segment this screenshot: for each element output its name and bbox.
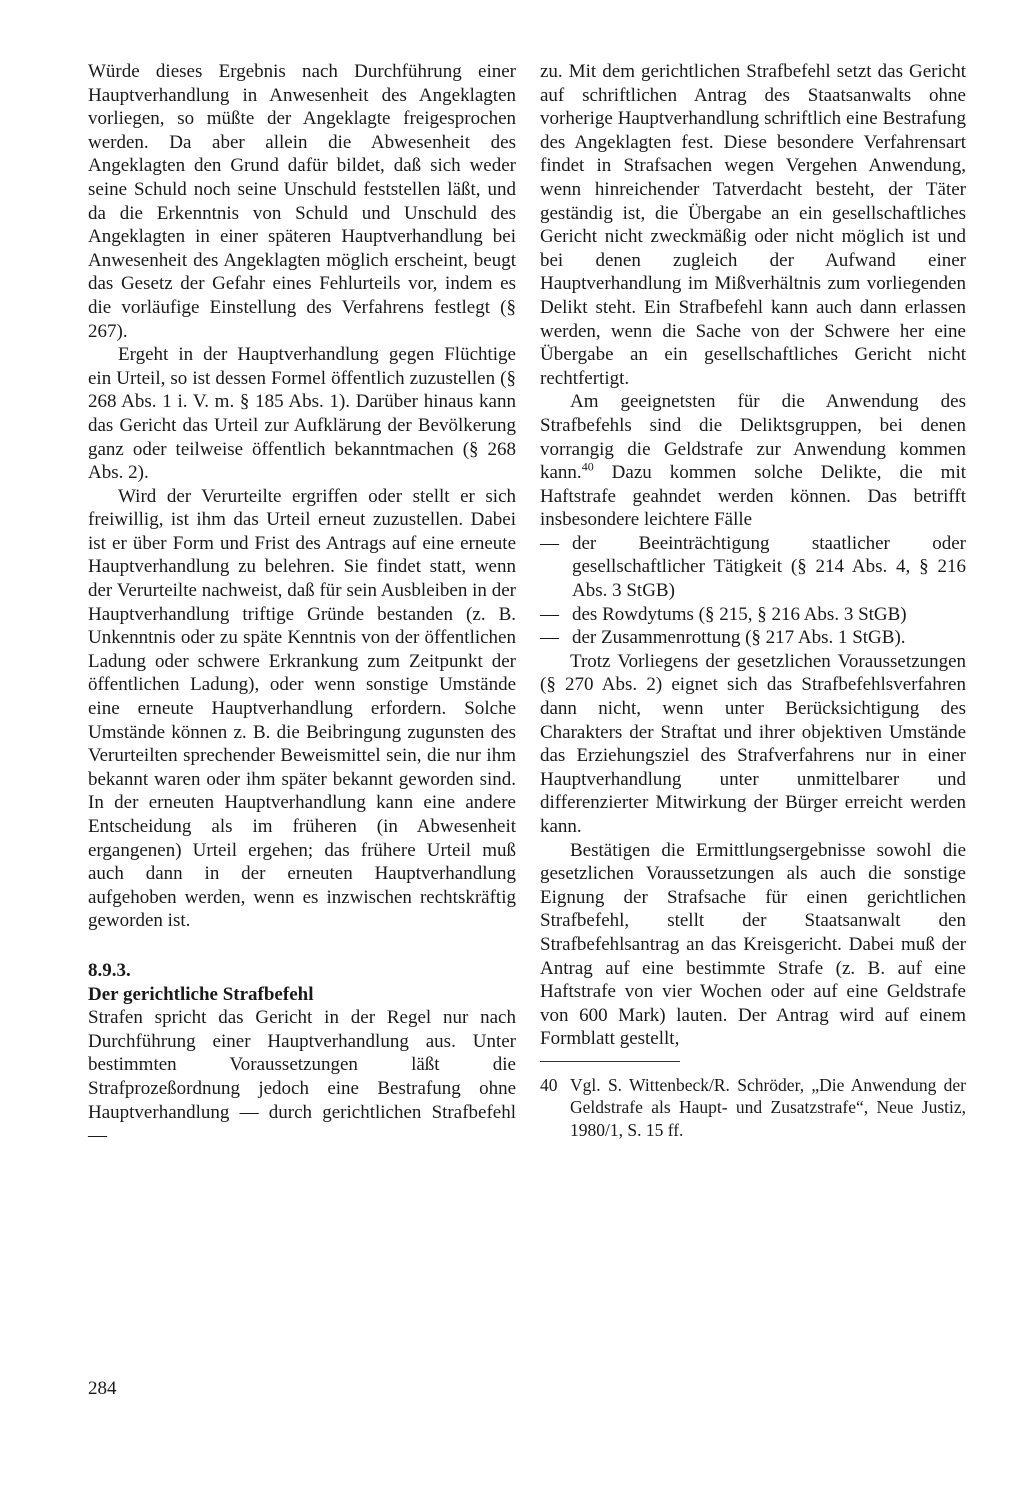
paragraph: zu. Mit dem gerichtlichen Strafbefehl setzt das Gericht auf schriftlichen Antrag des Staatsanwalts ohne vorherige Hauptverhandlung schriftlich eine Bestrafung des Angeklagten fest. Diese besondere Verfahrensart findet in Strafsachen wegen Vergehen Anwendung, wenn hinreichender Tatverdacht besteht, der Täter geständig ist, die Übergabe an ein gesellschaftliches Gericht nicht zweckmäßig oder nicht möglich ist und bei denen zugleich der Aufwand einer Hauptverhandlung im Mißverhältnis zum vorliegenden Delikt steht. Ein Strafbefehl kann auch dann erlassen werden, wenn die Sache von der Schwere her eine Übergabe an ein gesellschaftliches Gericht nicht rechtfertigt. <box>540 61 966 389</box>
paragraph: Bestätigen die Ermittlungsergebnisse sowohl die gesetzlichen Voraussetzungen als auch die sonstige Eignung der Strafsache für einen gerichtlichen Strafbefehl, stellt der Staatsanwalt den Strafbefehlsantrag an das Kreisgericht. Dabei muß der Antrag auf eine bestimmte Strafe (z. B. auf eine Haftstrafe von vier Wochen oder auf eine Geldstrafe von 600 Mark) lauten. Der Antrag wird auf einem Formblatt gestellt, <box>540 839 966 1050</box>
list-item <box>540 626 966 650</box>
left-column <box>88 60 516 1148</box>
dash-marker: — <box>540 532 559 554</box>
paragraph: Wird der Verurteilte ergriffen oder stellt er sich freiwillig, ist ihm das Urteil erneut zuzustellen. Dabei ist er über Form und Frist des Antrags auf eine erneute Hauptverhandlung zu belehren. Sie findet statt, wenn der Verurteilte nachweist, daß für sein Ausbleiben in der Hauptverhandlung triftige Gründe bestanden (z. B. Unkenntnis oder zu späte Kenntnis von der öffentlichen Ladung oder schwere Erkrankung zum Zeitpunkt der öffentlichen Ladung), oder wenn sonstige Umstände eine erneute Hauptverhandlung erfordern. Solche Umstände können z. B. die Beibringung zugunsten des Verurteilten sprechender Beweismittel sein, die nur ihm bekannt waren oder ihm später bekannt geworden sind. In der erneuten Hauptverhandlung kann eine andere Entscheidung als im früheren (in Abwesenheit ergangenen) Urteil ergehen; das frühere Urteil muß auch dann in der erneuten Hauptverhandlung aufgehoben werden, wenn es inzwischen rechtskräftig geworden ist. <box>88 485 516 932</box>
section-heading <box>88 959 516 1006</box>
page-number: 284 <box>88 1378 117 1399</box>
paragraph-text: Dazu kommen solche Delikte, die mit Haftstrafe geahndet werden können. Das betrifft insbesondere leichtere Fälle <box>540 462 966 531</box>
footnote-text: Vgl. S. Wittenbeck/R. Schröder, „Die Anwendung der Geldstrafe als Haupt- und Zusatzstrafe“, Neue Justiz, 1980/1, S. 15 ff. <box>570 1074 966 1140</box>
offense-list <box>540 532 966 650</box>
list-item <box>540 532 966 603</box>
footnote-number: 40 <box>540 1074 558 1095</box>
dash-marker: — <box>540 627 559 649</box>
section-title: Der gerichtliche Strafbefehl <box>88 983 314 1005</box>
footnote <box>540 1074 966 1142</box>
paragraph: Würde dieses Ergebnis nach Durchführung einer Hauptverhandlung in Anwesenheit des Angeklagten vorliegen, so müßte der Angeklagte freigesprochen werden. Da aber allein die Abwesenheit des Angeklagten den Grund dafür bildet, daß sich weder seine Schuld noch seine Unschuld feststellen läßt, und da die Erkenntnis von Schuld und Unschuld des Angeklagten in einer späteren Hauptverhandlung bei Anwesenheit des Angeklagten möglich erscheint, beugt das Gesetz der Gefahr eines Fehlurteils vor, indem es die vorläufige Einstellung des Verfahrens festlegt (§ 267). <box>88 61 516 342</box>
paragraph <box>540 390 966 532</box>
paragraph-text: Am geeignetsten für die Anwendung des Strafbefehls sind die Deliktsgruppen, bei denen vorrangig die Geldstrafe zur Anwendung kommen kann. <box>540 391 966 484</box>
list-item-text: der Beeinträchtigung staatlicher oder gesellschaftlicher Tätigkeit (§ 214 Abs. 4, § 216 Abs. 3 StGB) <box>572 532 966 602</box>
footnote-reference: 40 <box>581 459 594 474</box>
paragraph: Strafen spricht das Gericht in der Regel nur nach Durchführung einer Hauptverhandlung aus. Unter bestimmten Voraussetzungen läßt die Strafprozeßordnung jedoch eine Bestrafung ohne Hauptverhandlung — durch gerichtlichen Strafbefehl — <box>88 1007 516 1147</box>
list-item <box>540 603 966 627</box>
right-column <box>540 60 966 1141</box>
list-item-text: des Rowdytums (§ 215, § 216 Abs. 3 StGB) <box>572 603 907 625</box>
footnote-divider <box>540 1061 680 1062</box>
section-number: 8.9.3. <box>88 959 131 981</box>
paragraph: Trotz Vorliegens der gesetzlichen Voraussetzungen (§ 270 Abs. 2) eignet sich das Strafbefehlsverfahren dann nicht, wenn unter Berücksichtigung des Charakters der Straftat und ihrer objektiven Umstände das Erziehungsziel des Strafverfahrens nur in einer Hauptverhandlung unter unmittelbarer und differenzierter Mitwirkung der Bürger erreicht werden kann. <box>540 650 966 837</box>
dash-marker: — <box>540 603 559 625</box>
paragraph: Ergeht in der Hauptverhandlung gegen Flüchtige ein Urteil, so ist dessen Formel öffentlich zuzustellen (§ 268 Abs. 1 i. V. m. § 185 Abs. 1). Darüber hinaus kann das Gericht das Urteil zur Aufklärung der Bevölkerung ganz oder teilweise öffentlich bekanntmachen (§ 268 Abs. 2). <box>88 344 516 484</box>
list-item-text: der Zusammenrottung (§ 217 Abs. 1 StGB). <box>572 627 906 649</box>
